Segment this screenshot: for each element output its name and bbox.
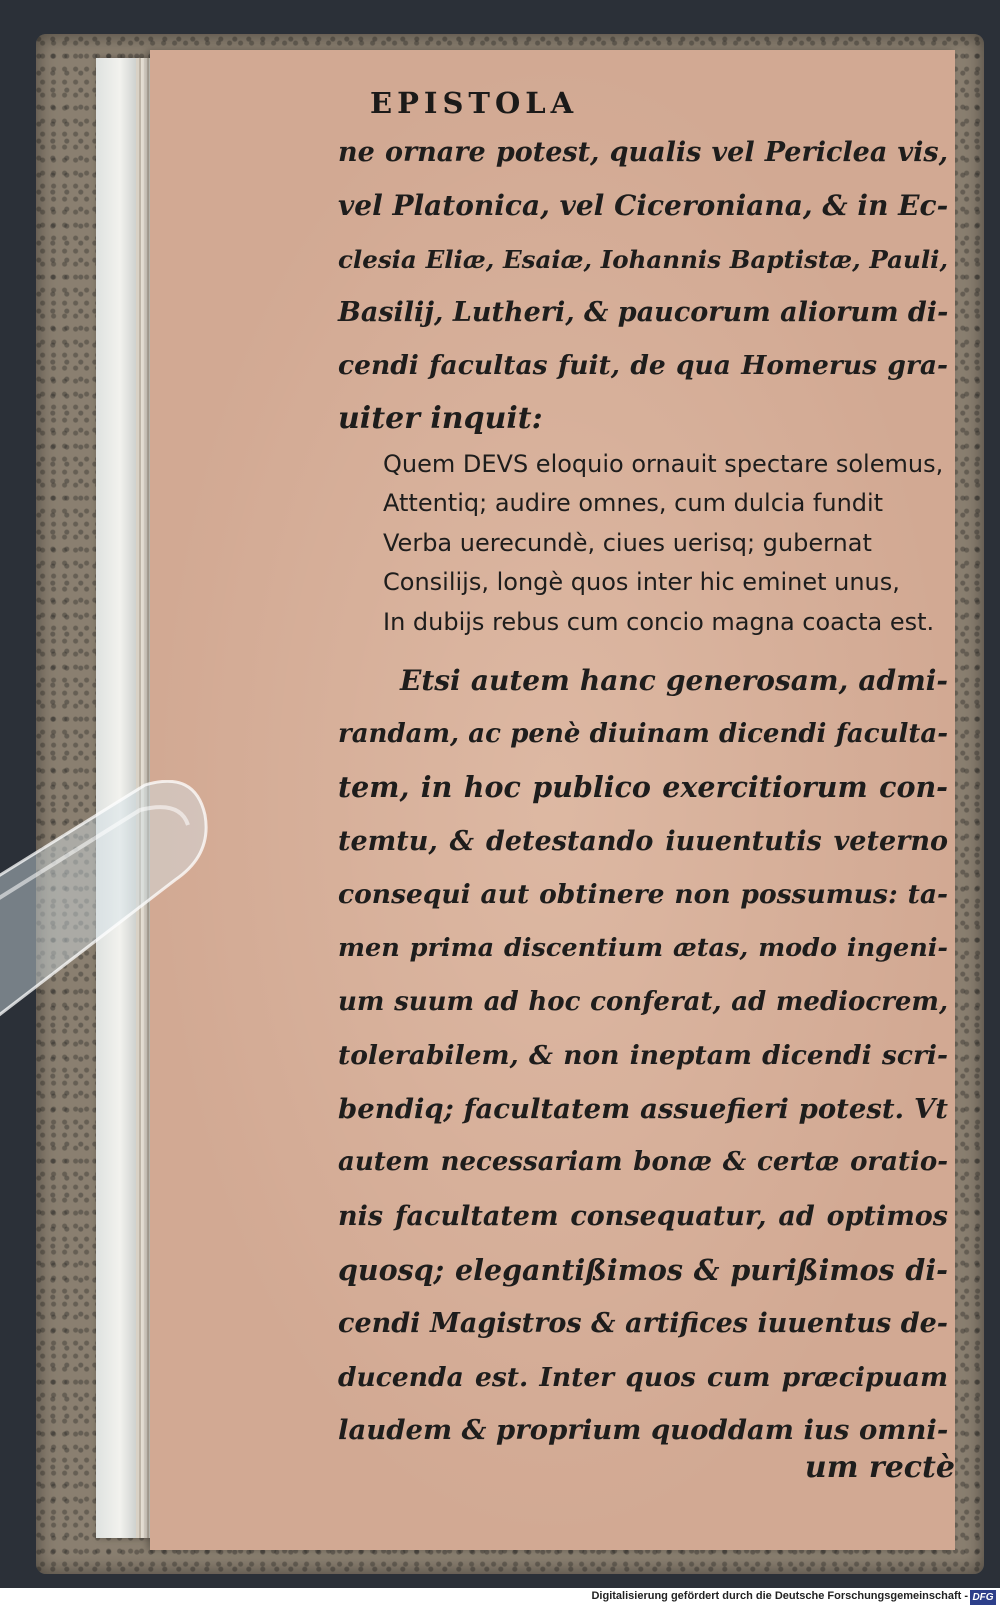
text-line: vel Platonica, vel Ciceroniana, & in Ec- xyxy=(338,189,949,223)
verse-line: Consilijs, longè quos inter hic eminet unus, xyxy=(383,568,900,597)
text-line: clesia Eliæ, Esaiæ, Iohannis Baptistæ, Pauli, xyxy=(338,244,948,274)
dfg-logo-icon[interactable]: DFG xyxy=(970,1590,996,1605)
text-line: tolerabilem, & non ineptam dicendi scri- xyxy=(338,1040,948,1072)
text-line: quosq; elegantißimos & purißimos di- xyxy=(338,1252,948,1287)
glass-clip-icon xyxy=(0,780,250,1080)
text-line: uiter inquit: xyxy=(338,401,543,437)
text-line: ne ornare potest, qualis vel Periclea vis, xyxy=(338,137,948,168)
verse-line: Attentiq; audire omnes, cum dulcia fundit xyxy=(383,489,884,518)
text-line: um suum ad hoc conferat, ad mediocrem, xyxy=(338,986,948,1017)
text-line: nis facultatem consequatur, ad optimos xyxy=(338,1200,948,1232)
verse-line: In dubijs rebus cum concio magna coacta est. xyxy=(383,607,935,636)
verse-quotation xyxy=(383,445,953,642)
verse-line: Verba uerecundè, ciues uerisq; gubernat xyxy=(383,528,872,557)
text-line: temtu, & detestando iuuentutis veterno xyxy=(338,825,948,857)
catchword: um rectè xyxy=(804,1450,955,1485)
text-line: cendi facultas fuit, de qua Homerus gra- xyxy=(338,350,948,382)
text-line: men prima discentium ætas, modo ingeni- xyxy=(338,932,948,963)
verse-line: Quem DEVS eloquio ornauit spectare solemus, xyxy=(383,450,944,478)
text-line: autem necessariam bonæ & certæ oratio- xyxy=(338,1147,948,1178)
digitization-footer xyxy=(0,1588,1000,1608)
paragraph-1 xyxy=(338,126,948,446)
running-head: EPISTOLA xyxy=(370,86,579,120)
text-line: randam, ac penè diuinam dicendi faculta- xyxy=(338,718,948,749)
text-line: laudem & proprium quoddam ius omni- xyxy=(338,1414,949,1447)
text-line: Etsi autem hanc generosam, admi- xyxy=(400,664,948,697)
text-line: ducenda est. Inter quos cum præcipuam xyxy=(338,1361,948,1393)
text-line: cendi Magistros & artifices iuuentus de- xyxy=(338,1308,948,1340)
text-line: bendiq; facultatem assuefieri potest. Vt xyxy=(338,1092,948,1125)
text-line: tem, in hoc publico exercitiorum con- xyxy=(338,770,948,805)
text-line: consequi aut obtinere non possumus: ta- xyxy=(338,879,948,911)
footer-credit: Digitalisierung gefördert durch die Deutsche Forschungsgemeinschaft - xyxy=(591,1590,968,1602)
text-line: Basilij, Lutheri, & paucorum aliorum di- xyxy=(338,296,949,328)
paragraph-2 xyxy=(338,654,948,1458)
